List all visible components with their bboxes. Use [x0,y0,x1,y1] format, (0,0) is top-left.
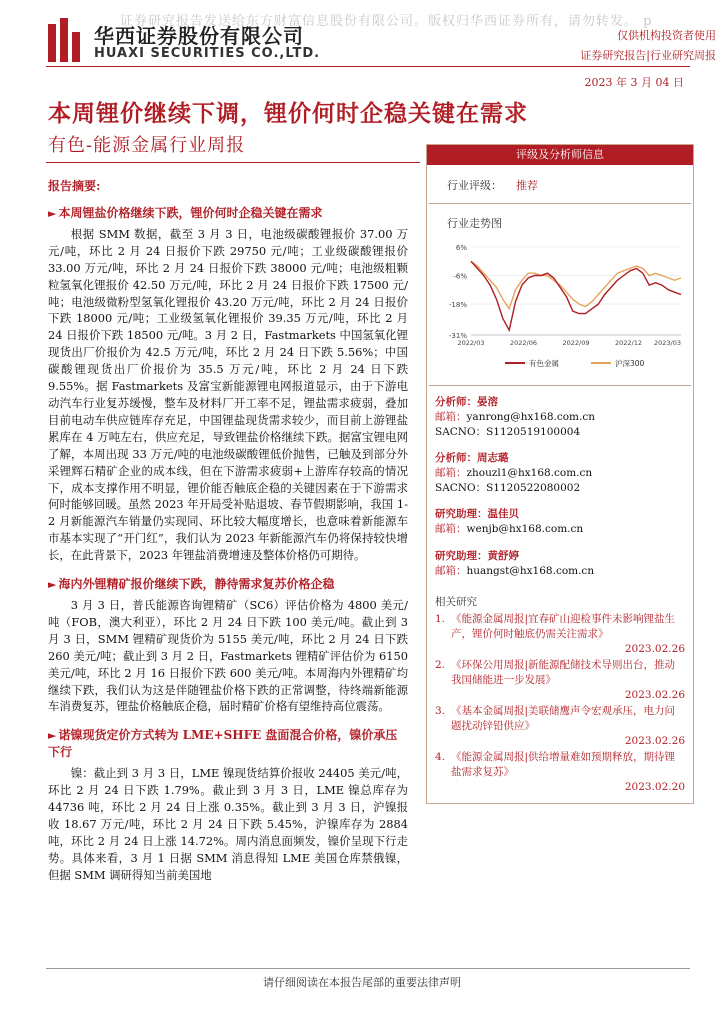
arrow-icon: ► [48,206,57,220]
related-report-link[interactable] [435,704,685,734]
assistant-card [435,507,583,537]
legal-notice: 请仔细阅读在本报告尾部的重要法律声明 [263,976,461,989]
related-report-link[interactable] [435,750,685,780]
title-divider [46,162,420,163]
related-title[interactable]: 《能源金属周报|供给增量难如预期释放，期待锂盐需求复苏》 [451,751,676,778]
y-tick-label: -6% [453,272,467,281]
report-date: 2023 年 3 月 04 日 [584,76,684,89]
x-tick-label: 2022/06 [509,339,538,347]
header-divider [46,66,690,67]
page-title: 本周锂价继续下调，锂价何时企稳关键在需求 [48,100,528,127]
section-body: 3 月 3 日，普氏能源咨询锂精矿（SC6）评估价格为 4800 美元/吨（FOB，澳大利亚），环比 2 月 24 日下跌 100 美元/吨。截止到 3 月 3 日，SMM 锂精矿现货价为 5155 美元/吨，环比 2 月 24 日下跌 260 美元/吨；截止到 3 月 2 日，Fastmarkets 锂精矿评估价为 6150 美元/吨，环比 2 月 16 日报价下跌 600 美元/吨。本周海内外锂精矿均继续下跌，我们认为这是伴随锂盐价格下跌的正常调整，待终端新能源车消费复苏，锂盐价格触底企稳，届时精矿价格有望维持高位震荡。 [48,598,408,714]
related-number: 4. [435,751,446,763]
related-title[interactable]: 《环保公用周报|新能源配储技术导则出台，推动我国储能进一步发展》 [451,659,676,686]
analyst-sac: S1120522080002 [486,482,581,494]
section-body: 根据 SMM 数据，截至 3 月 3 日，电池级碳酸锂报价 37.00 万元/吨，环比 2 月 24 日报价下跌 29750 元/吨；工业级碳酸锂报价 33.00 万元/吨，环比 2 月 24 日报价下跌 38000 元/吨；电池级粗颗粒氢氧化锂报价 42.50 万元/吨，环比 2 月 24 日报价下跌 17500 元/吨；电池级微粉型氢氧化锂报价 43.20 万元/吨，环比 2 月 24 日报价下跌 18000 元/吨；工业级氢氧化锂报价 39.35 万元/吨，环比 2 月 24 日报价下跌 18500 元/吨。3 月 2 日，Fastmarkets 中国氢氧化锂现货出厂价报价为 42.5 万元/吨，环比 2 月 24 日下跌 5.56%；中国碳酸锂现货出厂价报价为 35.5 万元/吨，环比 2 月 24 日下跌 9.55%。据 Fastmarkets 及富宝新能源锂电网报道显示，由于下游电动汽车行业复苏缓慢，整车及材料厂开工率不足，锂盐需求疲弱，叠加目前电动车供应链库存充足，中国锂盐现货需求较少，而目前上游锂盐累库在 4 万吨左右，供应充足，导致锂盐价格继续下跌。据富宝锂电网了解，本周出现 33 万元/吨的电池级碳酸锂低价抛售，已触及到部分外采锂辉石精矿企业的成本线，但在下游需求疲弱+上游库存较高的情况下，成本支撑作用不明显，锂价能否触底企稳的关键因素在于下游需求何时能够回暖。虽然 2023 年开局受补贴退坡、春节假期影响，我国 1-2 月新能源汽车销量仍实现同、环比较大幅度增长，也意味着新能源车市基本实现了“开门红”，我们认为 2023 年新能源汽车仍将保持较快增长，在此背景下，2023 年锂盐消费增速及整体价格仍可期待。 [48,226,408,563]
rating-value: 推荐 [516,179,538,192]
section-heading-text: 海内外锂精矿报价继续下跌，静待需求复苏价格企稳 [58,577,335,592]
trend-chart-title: 行业走势图 [447,217,502,230]
series-line [471,261,681,330]
panel-header: 评级及分析师信息 [427,145,693,165]
abstract-label: 报告摘要: [48,179,101,193]
document-type: 证券研究报告|行业研究周报 [580,49,716,62]
x-tick-label: 2022/09 [562,339,590,347]
company-name-en: HUAXI SECURITIES CO.,LTD. [94,46,321,61]
panel-divider [429,203,691,204]
page-subtitle: 有色-能源金属行业周报 [48,135,246,156]
related-report-link[interactable] [435,612,685,642]
analyst-name: 分析师：周志璐 [435,452,509,464]
related-report-link[interactable] [435,658,685,688]
legend-label: 沪深300 [615,359,645,368]
section-heading [48,576,408,593]
footer-divider [46,968,690,969]
related-research-title: 相关研究 [435,596,477,608]
industry-rating [447,177,538,193]
watermark: 证券研究报告发送给东方财富信息股份有限公司。版权归华西证券所有，请勿转发。 p [120,14,653,29]
email-label: 邮箱： [435,411,467,423]
section-heading [48,727,408,761]
related-date: 2023.02.20 [624,781,685,793]
email-label: 邮箱： [435,565,467,577]
x-tick-label: 2022/03 [457,339,485,347]
x-tick-label: 2023/03 [653,339,681,347]
analyst-email[interactable]: zhouzl1@hx168.com.cn [466,467,593,479]
related-number: 2. [435,659,446,671]
section-heading-text: 诺镍现货定价方式转为 LME+SHFE 盘面混合价格，镍价承压下行 [48,728,398,760]
analyst-name: 分析师：晏溶 [435,396,498,408]
y-tick-label: -31% [448,332,467,340]
section-body: 镍：截止到 3 月 3 日，LME 镍现货结算价报收 24405 美元/吨，环比 2 月 24 日下跌 1.79%。截止到 3 月 3 日，LME 镍总库存为 44736 吨，环比 2 月 24 日上涨 0.35%。截止到 3 月 3 日，沪镍报收 18.67 万元/吨，环比 2 月 24 日下跌 5.45%，沪镍库存为 2884 吨，环比 2 月 24 日上涨 14.72%。周内消息面频发，镍价呈现下行走势。具体来看，3 月 1 日据 SMM 消息得知 LME 美国仓库禁俄镍，但据 SMM 调研得知当前美国地 [48,766,408,882]
audience-note: 仅供机构投资者使用 [617,29,716,42]
company-logo [48,18,80,62]
analyst-email[interactable]: yanrong@hx168.com.cn [466,411,595,423]
y-tick-label: 6% [455,244,467,252]
section-heading-text: 本周锂盐价格继续下跌，锂价何时企稳关键在需求 [58,205,323,220]
email-label: 邮箱： [435,467,467,479]
panel-divider [429,385,691,386]
sac-label: SACNO： [435,482,487,494]
sac-label: SACNO： [435,426,487,438]
related-number: 1. [435,613,446,625]
analyst-card [435,451,592,496]
industry-trend-chart [435,237,689,377]
related-date: 2023.02.26 [624,735,685,747]
related-date: 2023.02.26 [624,689,685,701]
rating-label: 行业评级： [447,179,502,192]
related-number: 3. [435,705,446,717]
legend-label: 有色金属 [529,359,559,368]
x-tick-label: 2022/12 [614,339,643,347]
company-name-cn: 华西证券股份有限公司 [94,24,304,48]
section-heading [48,205,408,222]
analyst-sac: S1120519100004 [486,426,581,438]
abstract-column [48,178,408,884]
rating-analyst-panel [426,144,694,804]
arrow-icon: ► [48,578,57,592]
arrow-icon: ► [48,729,57,743]
related-title[interactable]: 《基本金属周报|美联储鹰声令宏观承压，电力问题扰动锌铅供应》 [451,705,676,732]
assistant-name: 研究助理：黄舒婷 [435,550,519,562]
y-tick-label: -18% [448,301,467,310]
related-date: 2023.02.26 [624,643,685,655]
assistant-name: 研究助理：温佳贝 [435,508,519,520]
assistant-email[interactable]: wenjb@hx168.com.cn [466,523,584,535]
assistant-card [435,549,594,579]
analyst-card [435,395,595,440]
related-title[interactable]: 《能源金属周报|宜春矿山迎检事件未影响锂盐生产，锂价何时触底仍需关注需求》 [451,613,676,640]
assistant-email[interactable]: huangst@hx168.com.cn [466,565,595,577]
email-label: 邮箱： [435,523,467,535]
related-research [435,595,685,796]
